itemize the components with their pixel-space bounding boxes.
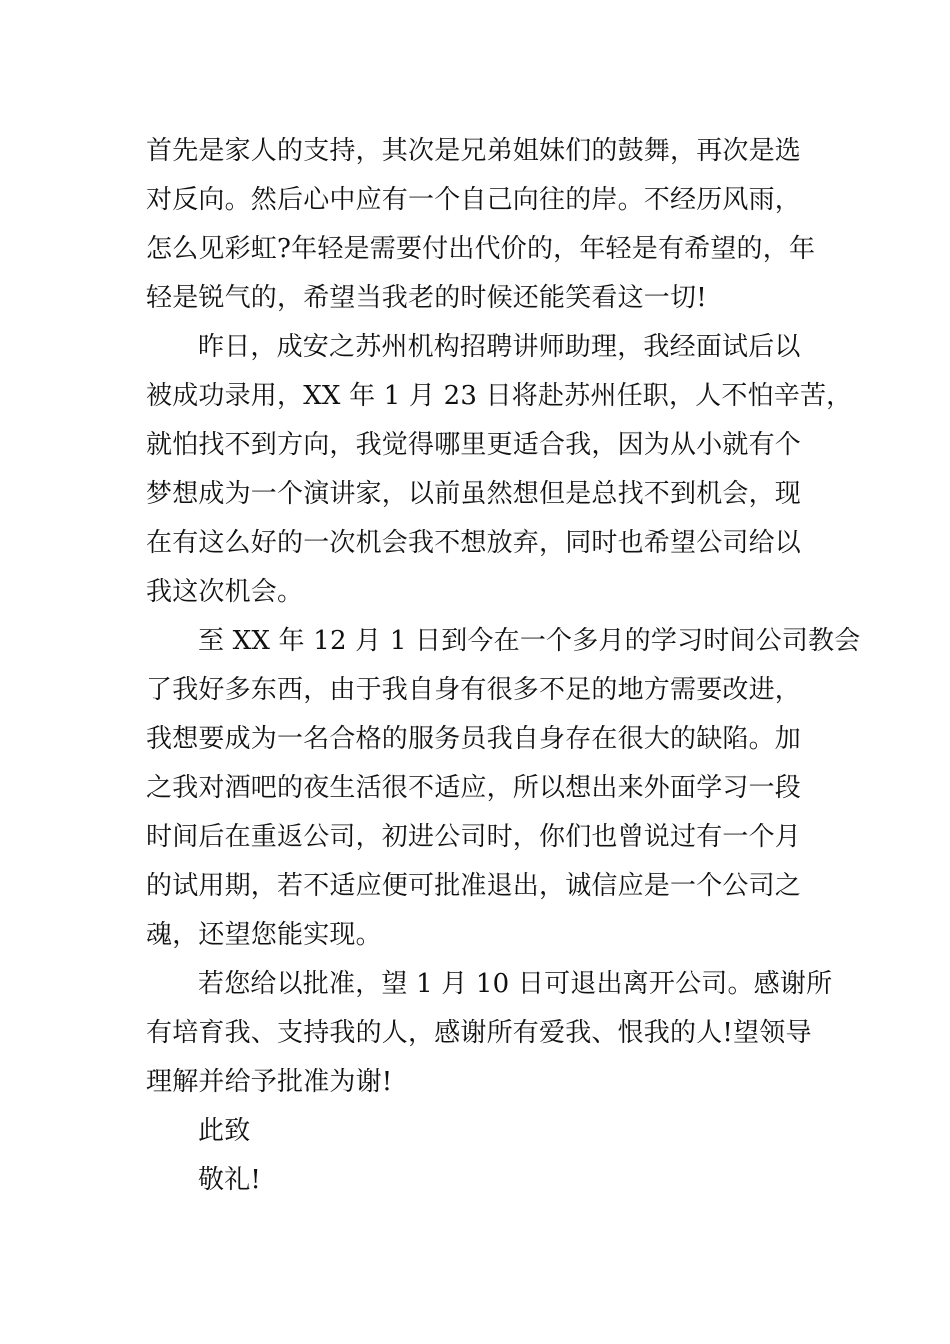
text-line: 我想要成为一名合格的服务员我自身存在很大的缺陷。加	[146, 724, 802, 754]
text-line: 了我好多东西，由于我自身有很多不足的地方需要改进，	[146, 675, 802, 705]
text-line: 有培育我、支持我的人，感谢所有爱我、恨我的人!望领导	[146, 1018, 812, 1048]
text-line: 轻是锐气的，希望当我老的时候还能笑看这一切!	[146, 283, 707, 313]
text-line: 我这次机会。	[146, 577, 304, 607]
letter-body	[146, 127, 861, 1205]
text-line: 之我对酒吧的夜生活很不适应，所以想出来外面学习一段	[146, 773, 802, 803]
text-line: 对反向。然后心中应有一个自己向往的岸。不经历风雨，	[146, 185, 802, 215]
text-line: 被成功录用，XX 年 1 月 23 日将赴苏州任职，人不怕辛苦，	[146, 381, 853, 411]
paragraph-4	[146, 960, 833, 1107]
text-line: 理解并给予批准为谢!	[146, 1067, 393, 1097]
text-line: 至 XX 年 12 月 1 日到今在一个多月的学习时间公司教会	[198, 626, 861, 656]
text-line: 就怕找不到方向，我觉得哪里更适合我，因为从小就有个	[146, 430, 802, 460]
text-line: 在有这么好的一次机会我不想放弃，同时也希望公司给以	[146, 528, 802, 558]
text-line: 梦想成为一个演讲家，以前虽然想但是总找不到机会，现	[146, 479, 802, 509]
paragraph-1	[146, 127, 816, 323]
text-line: 首先是家人的支持，其次是兄弟姐妹们的鼓舞，再次是选	[146, 136, 802, 166]
text-line: 昨日，成安之苏州机构招聘讲师助理，我经面试后以	[198, 332, 801, 362]
paragraph-3	[146, 617, 861, 960]
text-line: 时间后在重返公司，初进公司时，你们也曾说过有一个月	[146, 822, 802, 852]
text-line: 若您给以批准，望 1 月 10 日可退出离开公司。感谢所	[198, 969, 833, 999]
text-line: 敬礼!	[198, 1165, 262, 1195]
paragraph-2	[146, 323, 853, 617]
text-line: 魂，还望您能实现。	[146, 920, 382, 950]
text-line: 此致	[198, 1116, 251, 1146]
closing-salutation	[146, 1107, 810, 1156]
text-line: 怎么见彩虹?年轻是需要付出代价的，年轻是有希望的，年	[146, 234, 816, 264]
text-line: 的试用期，若不适应便可批准退出，诚信应是一个公司之	[146, 871, 802, 901]
closing-regards	[146, 1156, 810, 1205]
